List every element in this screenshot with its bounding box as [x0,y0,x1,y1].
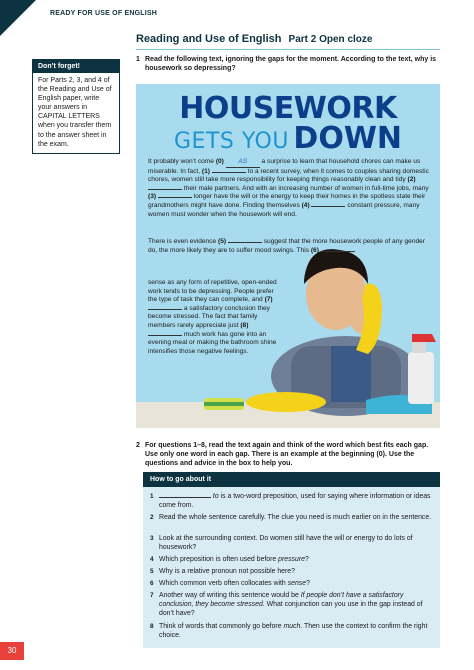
dont-forget-box [32,59,120,154]
headline-housework: HOUSEWORK [179,91,397,126]
title-main: Reading and Use of English [136,33,282,45]
question-1 [136,55,442,73]
gap-3-blank[interactable] [158,197,192,198]
tip-3: 3 Look at the surrounding context. Do women still have the will or energy to do lots of housework? [150,535,413,551]
gap-1-blank[interactable] [212,172,246,173]
how-to-heading: How to go about it [143,472,440,487]
gap-0-number: (0) [215,158,224,165]
gap-7-blank[interactable] [148,309,182,310]
tip-1: 1 to is a two-word preposition, used for saying where information or ideas come from. [150,493,431,509]
article-paragraph-2b: sense as any form of repetitive, open-ended work tends to be depressing. People prefer the type of task they can complete, and (7) a satisfactory conclusion they become stressed. The fact that family members rarely appreciate just (8) much work has gone into an evening meal or making the bathroom shine intensifies those negative feelings. [148,279,277,355]
gap-6-blank[interactable] [321,251,355,252]
gap-5-number: (5) [218,238,227,245]
page-title [136,33,372,45]
gap-8-number: (8) [240,321,249,329]
tip-2: 2 Read the whole sentence carefully. The clue you need is much earlier on in the sentence. [150,514,432,521]
gap-3-number: (3) [148,193,157,201]
tip-4: 4 Which preposition is often used before pressure? [150,556,309,563]
article-paragraph-1: It probably won’t come (0) AS a surprise to learn that household chores can make us miserable. In fact, (1) to a recent survey, when it comes to couples sharing domestic chores, women still take more responsibility for keeping things reasonably clean and tidy (2) their male partners. And with an increasing number of women in full-time jobs, many (3) longer have the will or the energy to keep their homes in the spotless state their grandmothers might have done. Finding themselves (4) constant pressure, many women must wonder when the housework will end. [148,158,429,218]
gap-0-example: AS [226,158,260,168]
gap-2-number: (2) [407,176,416,184]
question-1-text: Read the following text, ignoring the gaps for the moment. According to the text, why is housework so depressing? [145,56,437,72]
page-number: 30 [0,642,24,660]
gap-2-blank[interactable] [148,189,182,190]
tip-6: 6 Which common verb often collocates with sense? [150,580,310,587]
gap-6-number: (6) [310,246,319,254]
running-head: READY FOR USE OF ENGLISH [50,10,157,17]
headline-down: DOWN [293,121,403,156]
article-panel [136,84,440,428]
corner-decoration [0,0,36,36]
dont-forget-heading: Don’t forget! [33,60,119,73]
tip-7: 7 Another way of writing this sentence would be If people don’t have a satisfactory conclusion, they become stressed. What conjunction can you use in the gap instead of don’t have? [150,592,423,617]
title-rule [136,49,440,50]
gap-8-blank[interactable] [148,335,182,336]
title-part: Part 2 Open cloze [288,34,373,45]
article-paragraph-2a: There is even evidence (5) suggest that the more housework people of any gender do, the more likely they are to suffer mood swings. This (6) [148,238,426,254]
gap-4-blank[interactable] [311,206,345,207]
gap-7-number: (7) [264,296,273,304]
gap-5-blank[interactable] [228,242,262,243]
tip-1-blank [159,497,211,498]
question-1-number: 1 [136,56,140,63]
tip-8: 8 Think of words that commonly go before much. Then use the context to confirm the right choice. [150,623,428,639]
gap-4-number: (4) [301,201,310,209]
question-2-text: For questions 1–8, read the text again and think of the word which best fits each gap. Use only one word in each gap. There is an example at the beginning (0). Use the questions and advice in the box to help you. [145,442,429,467]
tip-5: 5 Why is a relative pronoun not possible here? [150,568,295,575]
gap-1-number: (1) [201,167,210,175]
dont-forget-body: For Parts 2, 3, and 4 of the Reading and Use of English paper, write your answers in CAPITAL LETTERS when you transfer them to the answer sheet in the exam. [38,77,112,148]
question-2-number: 2 [136,442,140,449]
headline-gets-you: GETS YOU [173,129,289,154]
how-to-go-about-it-box [143,472,440,648]
headline-line-2 [136,121,440,156]
question-2 [136,441,442,468]
